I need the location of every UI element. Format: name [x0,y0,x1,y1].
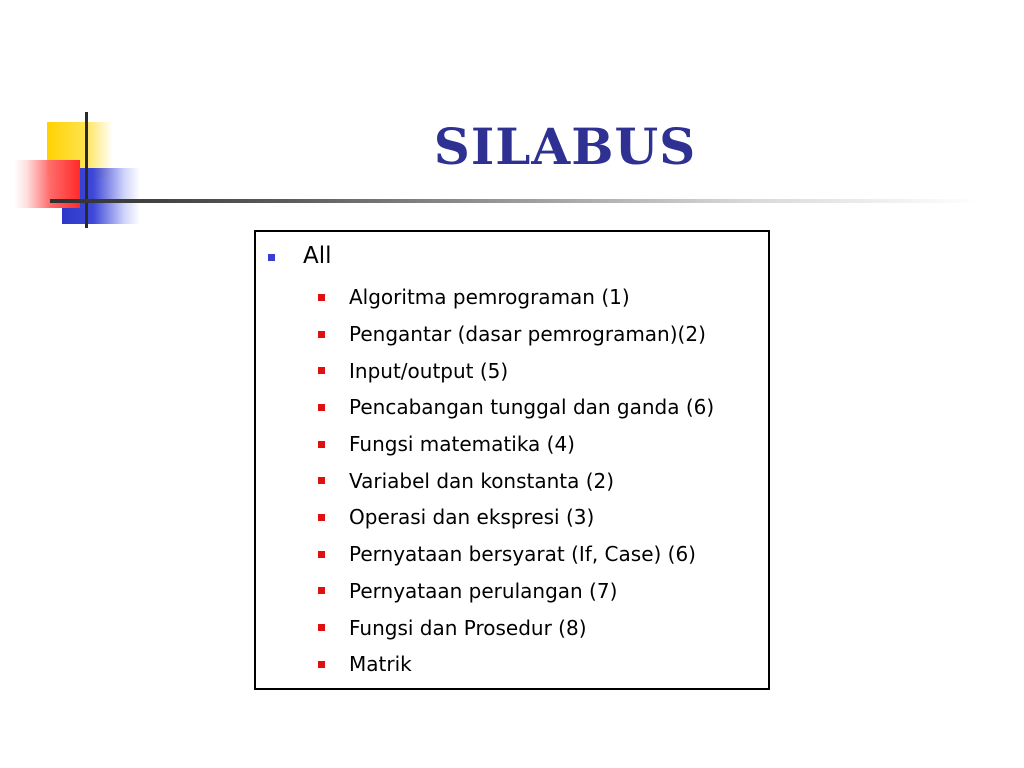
square-bullet-icon [318,514,325,521]
list-item [318,426,758,463]
square-bullet-icon [318,331,325,338]
syllabus-list [318,279,758,683]
slide-title: SILABUS [433,117,697,176]
list-item [318,389,758,426]
list-item [318,462,758,499]
content-box [254,230,770,690]
list-item [318,279,758,316]
square-bullet-icon [318,367,325,374]
vertical-line-decoration [85,112,88,228]
square-bullet-icon [318,551,325,558]
list-item-label: Matrik [349,652,412,677]
list-item [318,352,758,389]
list-item-label: Variabel dan konstanta (2) [349,468,615,493]
square-bullet-icon [268,254,275,261]
list-item [318,316,758,353]
list-item-label: Algoritma pemrograman (1) [349,285,630,310]
list-item-label: Pencabangan tunggal dan ganda (6) [349,395,715,420]
list-item [318,499,758,536]
list-item-label: Pernyataan bersyarat (If, Case) (6) [349,542,696,567]
list-item-label: Input/output (5) [349,358,509,383]
list-item-label: Fungsi dan Prosedur (8) [349,615,587,640]
level1-label: All [303,243,332,269]
list-item-label: Pernyataan perulangan (7) [349,578,618,603]
square-bullet-icon [318,294,325,301]
decorative-logo [0,0,160,240]
list-item [318,573,758,610]
list-item-label: Fungsi matematika (4) [349,432,575,457]
list-item [318,646,758,683]
list-item [318,609,758,646]
horizontal-rule [50,199,980,203]
level1-item [268,242,332,270]
square-bullet-icon [318,587,325,594]
list-item-label: Operasi dan ekspresi (3) [349,505,595,530]
square-bullet-icon [318,661,325,668]
square-bullet-icon [318,404,325,411]
square-bullet-icon [318,477,325,484]
list-item [318,536,758,573]
square-bullet-icon [318,441,325,448]
list-item-label: Pengantar (dasar pemrograman)(2) [349,322,706,347]
square-bullet-icon [318,624,325,631]
